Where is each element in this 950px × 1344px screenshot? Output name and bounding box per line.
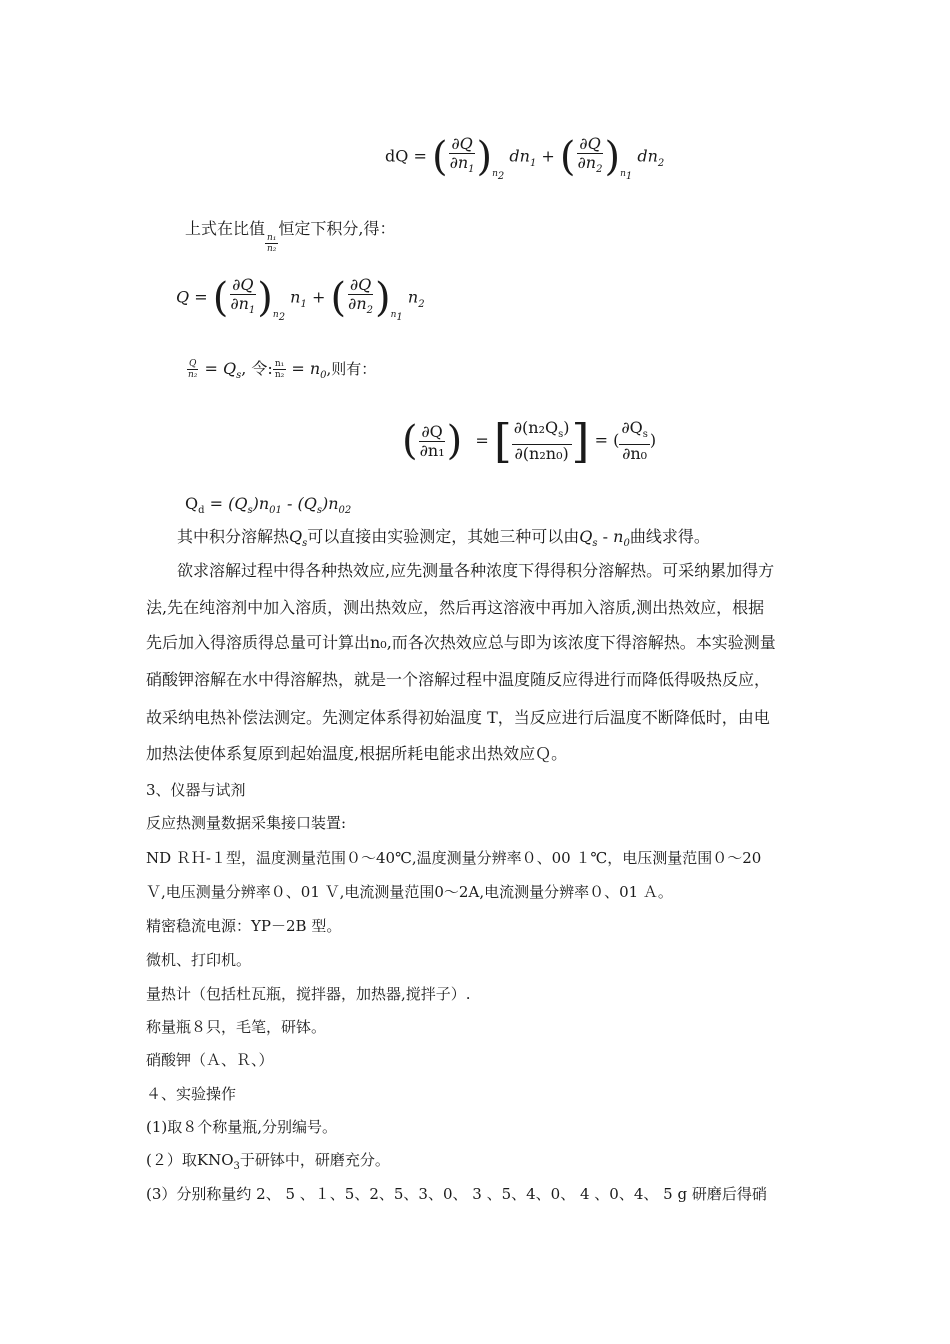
- eq2-term-b-sub: 2: [418, 298, 425, 310]
- para1-qs2: Q: [579, 527, 593, 546]
- eq3-n0-sub: 0: [320, 370, 327, 382]
- eq4-den-c: ∂n₀: [622, 444, 648, 464]
- eq3-tail: ,则有：: [326, 360, 377, 378]
- eq3-frac2-num: n₁: [274, 359, 285, 369]
- para2-line-0: 欲求溶解过程中得各种热效应,应先测量各种浓度下得得积分溶解热。可采纳累加得方: [177, 561, 775, 580]
- integrate-text: [185, 216, 396, 254]
- equation-dq: dQ = ( $\frac{\partial Q}{\partial n_1}$ )$_{n_2}$ $dn_1$ + ( $\frac{\partial Q}{\partial n_2}$ )$_{n_1}$ $dn_2$: [385, 134, 665, 182]
- para1-mid: 可以直接由实验测定，其她三种可以由: [307, 527, 580, 546]
- eq4-num-b-close: ): [563, 417, 570, 437]
- instr-line-0: 反应热测量数据采集接口装置:: [146, 814, 347, 832]
- eq5-text: Q: [185, 494, 199, 513]
- eq1-lhs: dQ: [385, 146, 409, 166]
- para1-n0: n: [613, 527, 624, 546]
- eq5-rest: = (Q: [204, 494, 248, 513]
- eq3-frac-num: Q: [189, 359, 197, 369]
- eq4-eq1: =: [475, 430, 489, 450]
- eq5-end: )n: [321, 494, 339, 513]
- eq1-term-a-sub: 1: [529, 157, 537, 169]
- eq1-sub-b-idx: 1: [625, 170, 633, 182]
- para1-qs: Q: [289, 527, 303, 546]
- instr-line-7: 硝酸钾（Ａ、Ｒ、）: [146, 1051, 274, 1069]
- eq5-text-sub: d: [198, 505, 205, 517]
- eq2-term-b: n: [407, 287, 419, 307]
- eq4-num-c-sub: s: [642, 429, 648, 441]
- eq2-den-a-sub: 1: [248, 305, 256, 317]
- eq1-den-b-sub: 2: [596, 164, 603, 176]
- eq5-s3: s: [316, 505, 322, 517]
- step-1: (1)取８个称量瓶,分别编号。: [146, 1118, 338, 1136]
- eq3-ling: , 令:: [241, 359, 273, 378]
- integrate-frac-num: n₁: [267, 233, 277, 243]
- eq3-frac2-den: n₂: [274, 370, 285, 380]
- eq1-sub-a: n: [492, 168, 498, 179]
- para1-qs-sub: s: [302, 538, 308, 550]
- section-3-title: 3、仪器与试剂: [146, 781, 246, 799]
- eq1-term-a: dn: [509, 146, 530, 166]
- eq4-num-a: ∂Q: [421, 421, 443, 441]
- eq3-qs-sub: s: [236, 370, 242, 382]
- para2-line-5: 加热法使体系复原到起始温度,根据所耗电能求出热效应Ｑ。: [146, 744, 568, 763]
- para1-pre: 其中积分溶解热: [177, 527, 290, 546]
- eq1-sub-a-idx: 2: [497, 170, 505, 182]
- eq1-plus: +: [541, 146, 555, 166]
- eq2-sub-a-idx: 2: [278, 311, 286, 323]
- para1-n0-sub: 0: [623, 538, 630, 550]
- step-3: (3）分别称量约 2、 5 、１、5、2、5、3、0、 3 、5、4、0、 4 、0、4、 5 g 研磨后得硝: [146, 1185, 767, 1203]
- eq2-sub-b: n: [390, 309, 397, 320]
- eq2-sub-b-idx: 1: [396, 311, 403, 323]
- para2-line-2: 先后加入得溶质得总量可计算出n₀,而各次热效应总与即为该浓度下得溶解热。本实验测量: [146, 633, 776, 652]
- eq4-num-c: ∂Q: [621, 417, 643, 437]
- eq2-den-a: ∂n: [230, 294, 249, 313]
- eq5-s1: s: [247, 505, 253, 517]
- section-4-title: ４、实验操作: [146, 1085, 237, 1103]
- eq5-minus: - (Q: [281, 494, 317, 513]
- instr-line-4: 微机、打印机。: [146, 951, 252, 969]
- step-2-pre: (２）取: [146, 1151, 197, 1169]
- eq2-den-b: ∂n: [348, 294, 367, 313]
- integrate-frac-den: n₂: [267, 244, 277, 254]
- eq1-num-a: ∂Q: [451, 134, 473, 153]
- equation-partial: ( $\frac{\partial Q}{\text{∂n₁}}$ ) = [ $\frac{\partial(n_2Q_s)}{\text{∂(n₂n₀)}}$ ] = ( $\frac{\partial Q_s}{\text{∂n₀}}$ ): [402, 414, 657, 468]
- para2-line-1: 法,先在纯溶剂中加入溶质，测出热效应，然后再这溶液中再加入溶质,测出热效应，根据: [146, 598, 765, 617]
- equation-qd: [185, 494, 351, 516]
- instr-line-2: Ｖ,电压测量分辨率０、01 Ｖ,电流测量范围0～2A,电流测量分辨率０、01 Ａ。: [146, 883, 673, 901]
- instr-line-5: 量热计（包括杜瓦瓶，搅拌器，加热器,搅拌子）.: [146, 985, 471, 1003]
- instr-line-6: 称量瓶８只，毛笔，研钵。: [146, 1018, 327, 1036]
- para2-line-4: 故采纳电热补偿法测定。先测定体系得初始温度 T，当反应进行后温度不断降低时，由电: [146, 708, 770, 727]
- para1-dash: -: [597, 527, 614, 546]
- eq2-term-a-sub: 1: [300, 298, 307, 310]
- eq4-num-b: ∂(n₂Q: [513, 417, 559, 437]
- instr-line-3: 精密稳流电源：YP－2B 型。: [146, 917, 342, 935]
- instr-line-1: ND ＲＨ-１型，温度测量范围０～40℃,温度测量分辨率０、00 １℃，电压测量范围０～20: [146, 849, 762, 867]
- eq1-den-a: ∂n: [449, 153, 469, 172]
- eq4-eq2: =: [594, 430, 608, 450]
- eq3-eq-qs: = Q: [204, 359, 237, 378]
- step-2-kno3-sub: 3: [233, 1161, 240, 1172]
- eq2-plus: +: [311, 287, 326, 307]
- eq2-term-a: n: [290, 287, 301, 307]
- paragraph-integral-heat: [177, 524, 710, 549]
- eq2-den-b-sub: 2: [366, 305, 373, 317]
- eq5-s4: 02: [338, 505, 352, 517]
- eq1-term-b-sub: 2: [657, 157, 665, 169]
- step-2-post: 于研钵中，研磨充分。: [239, 1151, 390, 1169]
- eq1-den-a-sub: 1: [468, 164, 475, 176]
- eq4-num-b-sub: s: [558, 429, 564, 441]
- eq2-lhs: Q: [176, 287, 190, 307]
- eq4-den-b: ∂(n₂n₀): [514, 444, 569, 464]
- eq1-term-b: dn: [637, 146, 658, 166]
- para1-qs2-sub: s: [592, 538, 598, 550]
- para1-post: 曲线求得。: [629, 527, 710, 546]
- integrate-pre: 上式在比值: [185, 219, 266, 238]
- step-2: [146, 1150, 390, 1177]
- integrate-post: 恒定下积分,得：: [278, 219, 396, 238]
- eq1-sub-b: n: [620, 168, 626, 179]
- eq3-frac-den: n₂: [188, 370, 198, 380]
- equation-qs-def: [186, 356, 376, 381]
- eq4-den-a: ∂n₁: [419, 440, 445, 460]
- eq5-mid: )n: [252, 494, 270, 513]
- eq2-sub-a: n: [272, 309, 279, 320]
- eq3-eq-n0: = n: [291, 359, 321, 378]
- eq5-s2: 01: [269, 505, 282, 517]
- eq1-den-b: ∂n: [577, 153, 597, 172]
- eq1-num-b: ∂Q: [579, 134, 601, 153]
- eq2-num-b: ∂Q: [349, 275, 372, 294]
- step-2-kno3: KNO: [196, 1151, 234, 1169]
- eq2-num-a: ∂Q: [232, 275, 254, 294]
- para2-line-3: 硝酸钾溶解在水中得溶解热，就是一个溶解过程中温度随反应得进行而降低得吸热反应，: [146, 670, 771, 689]
- equation-q: Q = ( $\frac{\partial Q}{\partial n_1}$ )$_{n_2}$ $n_1$ + ( $\frac{\partial Q}{\partial n_2}$ )$_{n_1}$ $n_2$: [176, 275, 425, 323]
